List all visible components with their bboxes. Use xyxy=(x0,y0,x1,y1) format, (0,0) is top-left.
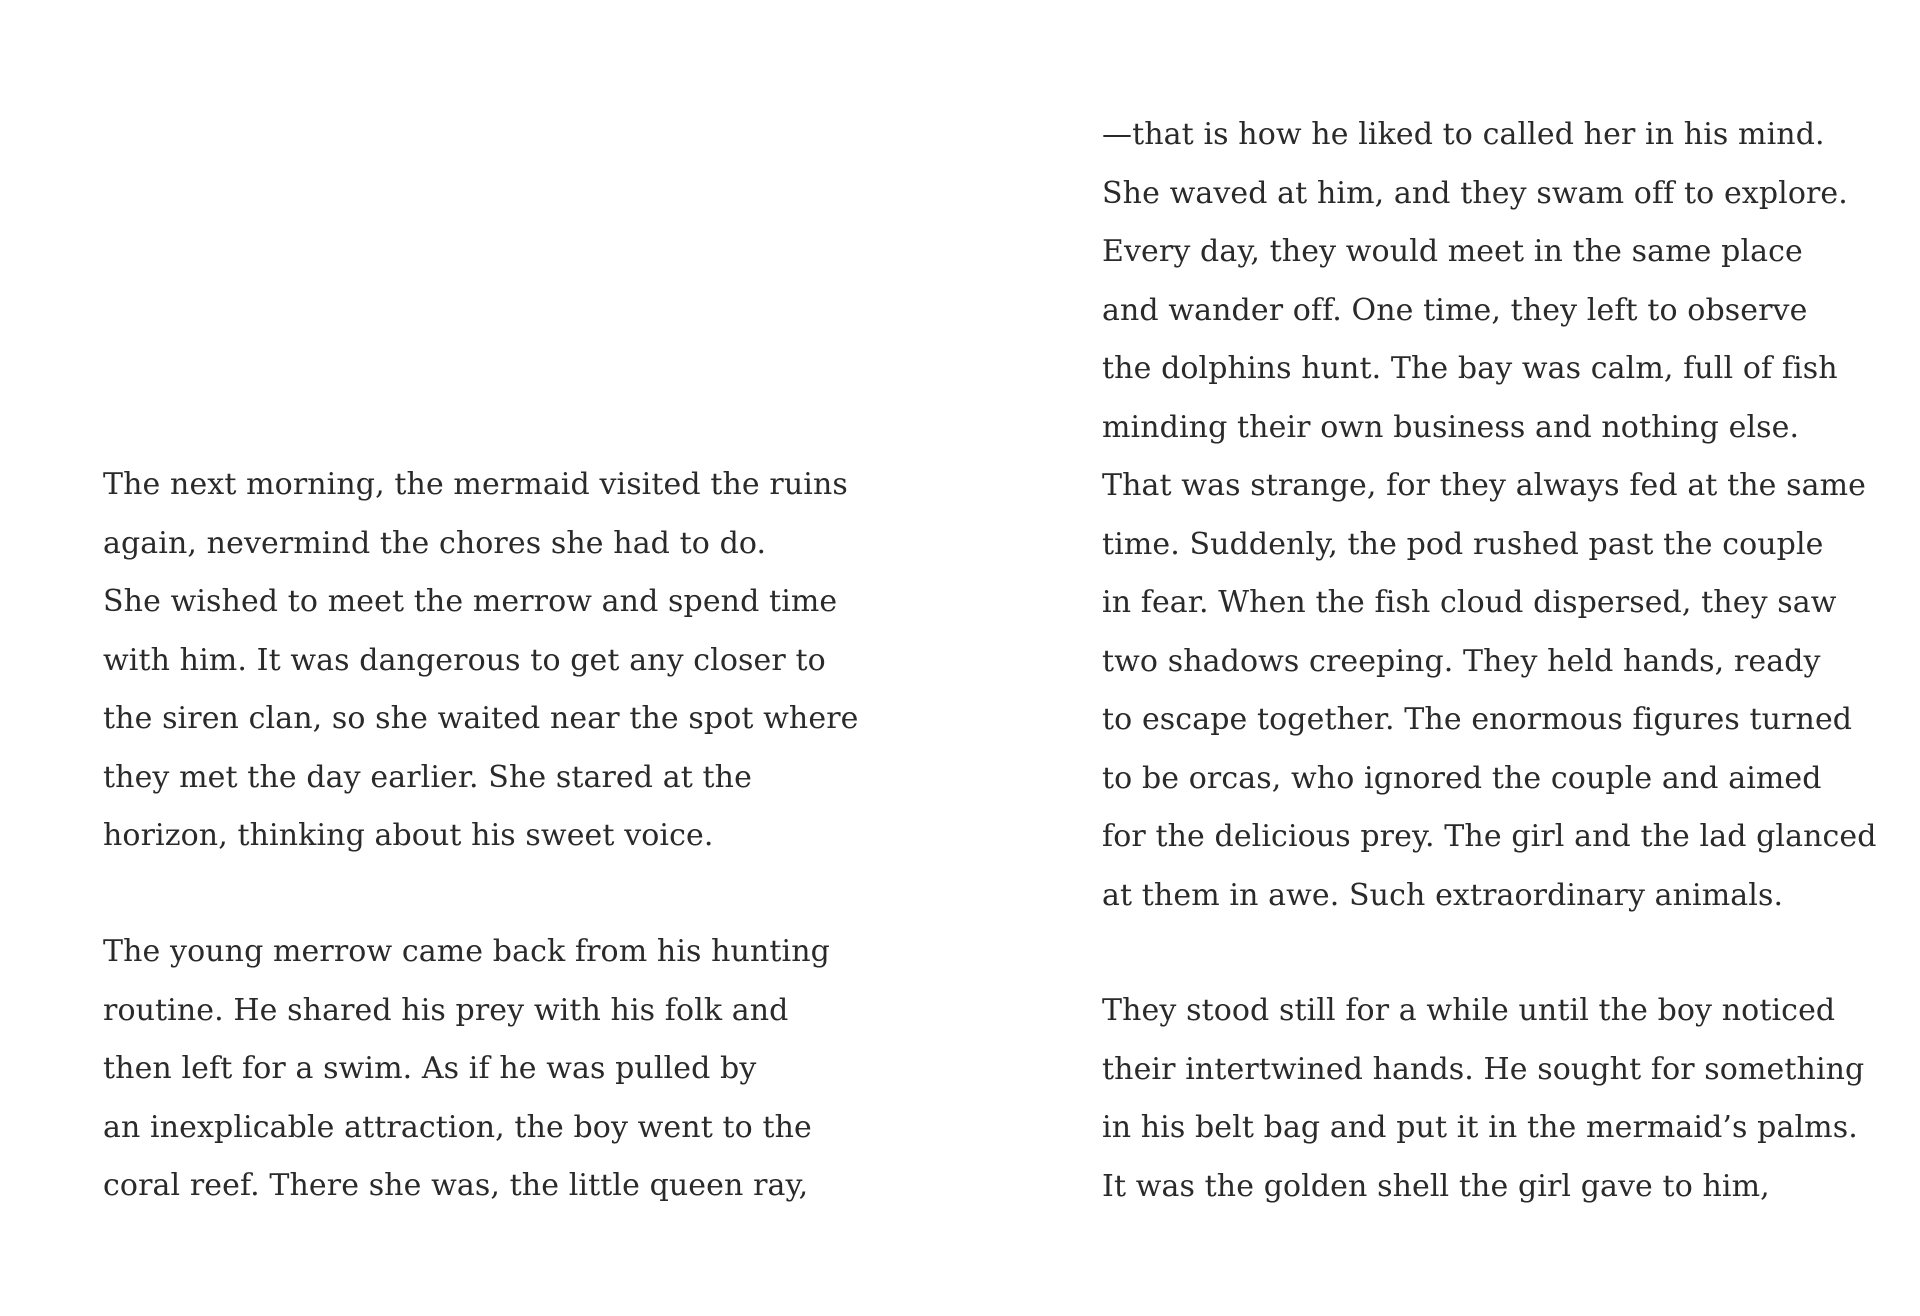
text-line: in his belt bag and put it in the mermaid’s palms. xyxy=(1102,1110,1858,1145)
text-line: That was strange, for they always fed at the same xyxy=(1102,468,1867,503)
text-line: The young merrow came back from his hunting xyxy=(103,934,830,969)
text-line: the siren clan, so she waited near the spot where xyxy=(103,701,859,736)
text-line: Every day, they would meet in the same place xyxy=(1102,234,1803,269)
text-line: two shadows creeping. They held hands, ready xyxy=(1102,643,1821,679)
text-line: with him. It was dangerous to get any closer to xyxy=(103,642,826,678)
right-page xyxy=(960,0,1920,1316)
text-line: She wished to meet the merrow and spend time xyxy=(103,584,838,619)
text-line: The next morning, the mermaid visited the ruins xyxy=(103,467,848,502)
right-paragraph-2 xyxy=(1102,982,1864,1216)
text-line: It was the golden shell the girl gave to him, xyxy=(1102,1168,1770,1204)
text-line: minding their own business and nothing else. xyxy=(1102,409,1800,445)
text-line: they met the day earlier. She stared at the xyxy=(103,759,752,795)
text-line: again, nevermind the chores she had to do. xyxy=(103,525,767,561)
left-paragraph-1 xyxy=(103,456,859,866)
text-line: and wander off. One time, they left to observe xyxy=(1102,292,1808,328)
text-line: in fear. When the fish cloud dispersed, they saw xyxy=(1102,585,1837,620)
text-line: —that is how he liked to called her in his mind. xyxy=(1102,117,1825,152)
text-line: their intertwined hands. He sought for something xyxy=(1102,1051,1865,1087)
text-line: an inexplicable attraction, the boy went to the xyxy=(103,1109,812,1145)
text-line: to escape together. The enormous figures turned xyxy=(1102,702,1853,737)
text-line: then left for a swim. As if he was pulled by xyxy=(103,1051,757,1086)
text-line: to be orcas, who ignored the couple and aimed xyxy=(1102,760,1822,796)
text-line: at them in awe. Such extraordinary animals. xyxy=(1102,877,1784,913)
text-line: She waved at him, and they swam off to explore. xyxy=(1102,175,1848,211)
left-paragraph-2 xyxy=(103,923,830,1216)
text-line: They stood still for a while until the boy noticed xyxy=(1102,993,1836,1028)
text-line: the dolphins hunt. The bay was calm, full of fish xyxy=(1102,351,1838,386)
text-line: for the delicious prey. The girl and the lad glanced xyxy=(1102,819,1877,854)
text-line: time. Suddenly, the pod rushed past the couple xyxy=(1102,526,1824,562)
text-line: routine. He shared his prey with his folk and xyxy=(103,992,789,1028)
right-paragraph-1 xyxy=(1102,106,1877,925)
text-line: coral reef. There she was, the little queen ray, xyxy=(103,1168,809,1203)
text-line: horizon, thinking about his sweet voice. xyxy=(103,818,714,853)
